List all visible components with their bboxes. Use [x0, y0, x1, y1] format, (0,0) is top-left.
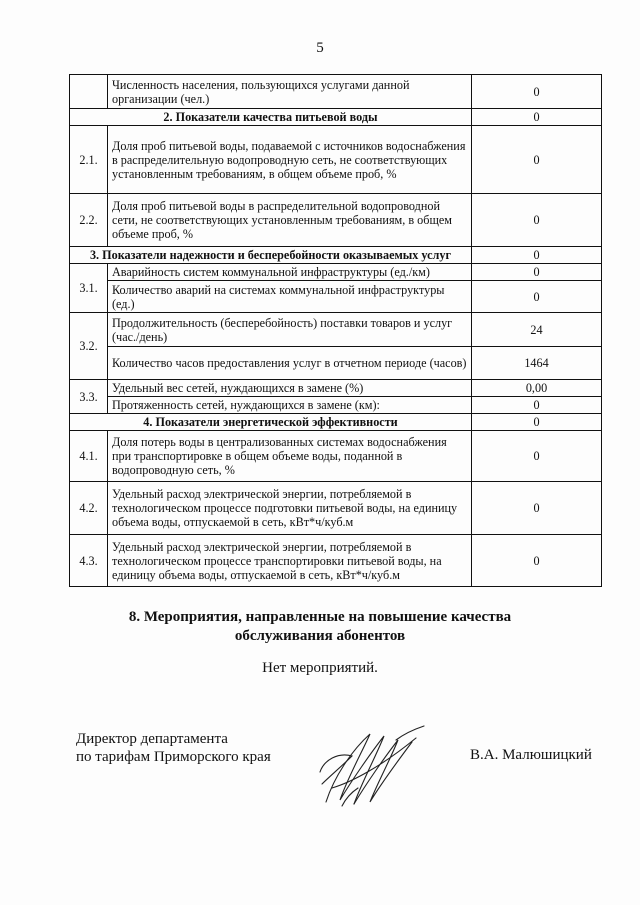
row-indicator: Аварийность систем коммунальной инфраструктуры (ед./км) — [108, 264, 472, 281]
section-value: 0 — [472, 414, 602, 431]
table-row — [70, 313, 602, 347]
row-indicator: Удельный вес сетей, нуждающихся в замене (%) — [108, 380, 472, 397]
section-row — [70, 109, 602, 126]
row-value: 1464 — [472, 347, 602, 380]
row-indicator: Численность населения, пользующихся услугами данной организации (чел.) — [108, 75, 472, 109]
table-row — [70, 397, 602, 414]
section-title: 4. Показатели энергетической эффективности — [70, 414, 472, 431]
signer-title-line: Директор департамента — [76, 731, 228, 747]
row-value: 0 — [472, 535, 602, 587]
section-title: 3. Показатели надежности и бесперебойности оказываемых услуг — [70, 247, 472, 264]
table-row — [70, 264, 602, 281]
signer-name: В.А. Малюшицкий — [470, 747, 592, 763]
table-row — [70, 535, 602, 587]
row-indicator: Количество часов предоставления услуг в отчетном периоде (часов) — [108, 347, 472, 380]
row-indicator: Удельный расход электрической энергии, потребляемой в технологическом процессе транспортировки питьевой воды, на единицу объема воды, отпускаемой в сеть, кВт*ч/куб.м — [108, 535, 472, 587]
table-row — [70, 431, 602, 482]
signer-title-line: по тарифам Приморского края — [76, 749, 271, 765]
table-row — [70, 347, 602, 380]
row-number: 3.1. — [70, 264, 108, 313]
row-value: 0 — [472, 397, 602, 414]
table-row — [70, 380, 602, 397]
section-8-body: Нет мероприятий. — [262, 660, 378, 676]
indicators-table-body — [70, 75, 602, 587]
signer-title — [76, 730, 271, 766]
section-value: 0 — [472, 109, 602, 126]
row-value: 0 — [472, 194, 602, 247]
row-number: 3.3. — [70, 380, 108, 414]
row-indicator: Доля проб питьевой воды в распределительной водопроводной сети, не соответствующих установленным требованиям, в общем объеме проб, % — [108, 194, 472, 247]
row-value: 0 — [472, 126, 602, 194]
row-indicator: Доля потерь воды в централизованных системах водоснабжения при транспортировке в общем объеме воды, поданной в водопроводную сеть, % — [108, 431, 472, 482]
row-value: 24 — [472, 313, 602, 347]
row-value: 0 — [472, 281, 602, 313]
handwritten-signature — [312, 722, 432, 812]
section-row — [70, 414, 602, 431]
row-value: 0 — [472, 75, 602, 109]
row-number: 2.2. — [70, 194, 108, 247]
row-value: 0 — [472, 431, 602, 482]
table-row — [70, 281, 602, 313]
row-indicator: Доля проб питьевой воды, подаваемой с источников водоснабжения в распределительную водопроводную сеть, не соответствующих установленным требованиям, в общем объеме проб, % — [108, 126, 472, 194]
row-value: 0,00 — [472, 380, 602, 397]
row-number — [70, 75, 108, 109]
table-row — [70, 194, 602, 247]
row-value: 0 — [472, 264, 602, 281]
row-indicator: Продолжительность (бесперебойность) поставки товаров и услуг (час./день) — [108, 313, 472, 347]
row-indicator: Протяженность сетей, нуждающихся в замене (км): — [108, 397, 472, 414]
page-number: 5 — [316, 40, 324, 56]
row-number: 4.2. — [70, 482, 108, 535]
section-8-heading-line: 8. Мероприятия, направленные на повышение качества — [128, 609, 512, 625]
table-row — [70, 482, 602, 535]
row-number: 4.1. — [70, 431, 108, 482]
row-number: 2.1. — [70, 126, 108, 194]
table-row — [70, 75, 602, 109]
indicators-table — [69, 74, 602, 587]
table-row — [70, 126, 602, 194]
section-row — [70, 247, 602, 264]
row-number: 3.2. — [70, 313, 108, 380]
row-indicator: Количество аварий на системах коммунальной инфраструктуры (ед.) — [108, 281, 472, 313]
section-8-heading-line: обслуживания абонентов — [234, 628, 406, 644]
row-indicator: Удельный расход электрической энергии, потребляемой в технологическом процессе подготовки питьевой воды, на единицу объема воды, отпускаемой в сеть, кВт*ч/куб.м — [108, 482, 472, 535]
row-value: 0 — [472, 482, 602, 535]
section-title: 2. Показатели качества питьевой воды — [70, 109, 472, 126]
section-value: 0 — [472, 247, 602, 264]
section-8-heading — [0, 608, 640, 646]
row-number: 4.3. — [70, 535, 108, 587]
